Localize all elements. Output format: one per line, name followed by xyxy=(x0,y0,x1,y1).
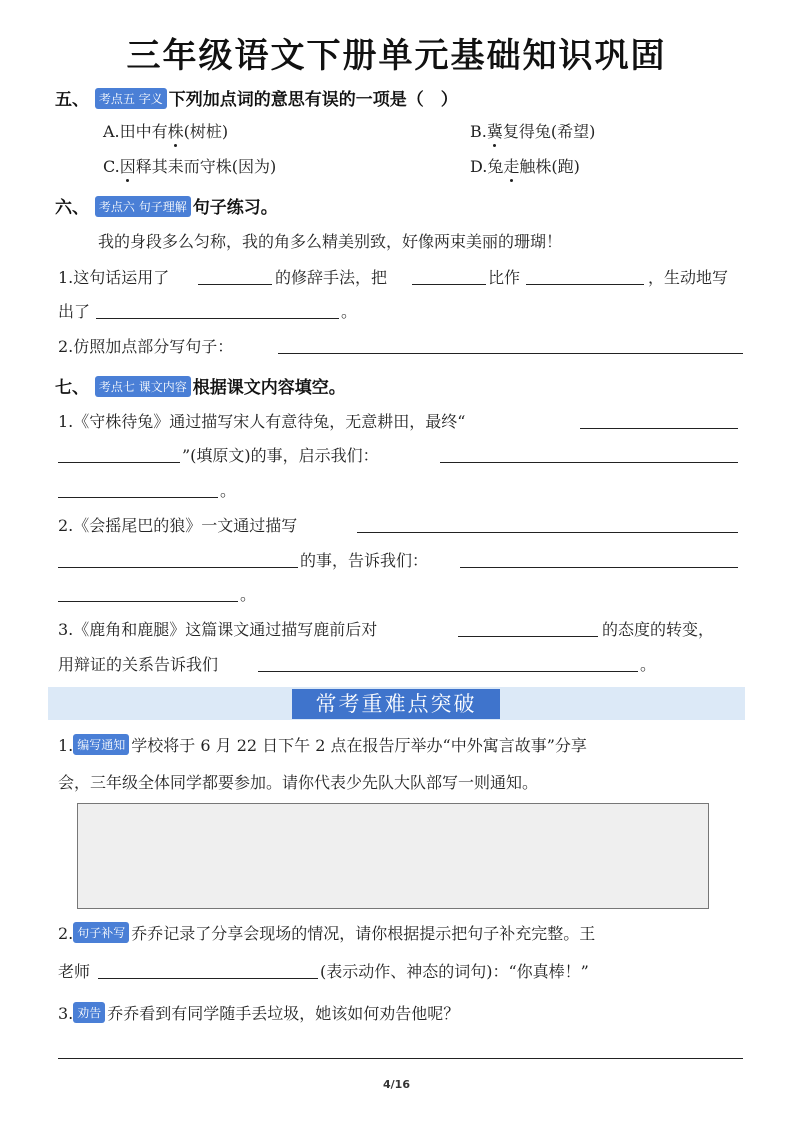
s7-q2-part1: 2.《会摇尾巴的狼》一文通过描写 xyxy=(58,516,298,535)
option-c-pre: C. xyxy=(103,157,120,176)
section-7-prompt: 根据课文内容填空。 xyxy=(192,378,346,398)
s6-q2-blank[interactable] xyxy=(278,353,743,354)
option-a-post: (树桩) xyxy=(183,122,229,141)
section-6-tag: 考点六 句子理解 xyxy=(95,196,191,217)
s7-q1-blank-2[interactable] xyxy=(58,462,180,463)
s7-q2-end: 。 xyxy=(240,585,257,604)
s7-q2-blank-3[interactable] xyxy=(460,567,738,568)
option-a xyxy=(103,119,228,142)
b1-tag: 编写通知 xyxy=(73,734,129,755)
s7-q2-blank-4[interactable] xyxy=(58,601,238,602)
s6-q1-part1: 1.这句话运用了 xyxy=(58,268,170,287)
s6-q1-part2: 的修辞手法，把 xyxy=(275,268,388,287)
s7-q3-part3: 用辩证的关系告诉我们 xyxy=(58,655,219,674)
s6-q1-part4: ，生动地写 xyxy=(648,268,729,287)
section-5-tag: 考点五 字义 xyxy=(95,88,167,109)
b1-line2: 会，三年级全体同学都要参加。请你代表少先队大队部写一则通知。 xyxy=(58,773,539,792)
b2-tag: 句子补写 xyxy=(73,922,129,943)
s6-q1-blank-rhetoric[interactable] xyxy=(198,284,272,285)
section-6-number: 六、 xyxy=(55,198,89,218)
option-d xyxy=(470,154,580,177)
s7-q2-part2: 的事，告诉我们： xyxy=(300,551,429,570)
s7-q1-end: 。 xyxy=(220,481,237,500)
option-d-pre: D.兔 xyxy=(470,157,504,176)
example-sentence: 我的身段多么匀称，我的角多么精美别致，好像两束美丽的珊瑚！ xyxy=(98,232,563,251)
option-b-pre: B. xyxy=(470,122,487,141)
b3-tag: 劝告 xyxy=(73,1002,105,1023)
option-d-post: 触株(跑) xyxy=(519,157,580,176)
page-title: 三年级语文下册单元基础知识巩固 xyxy=(126,36,667,76)
section-5-heading xyxy=(55,85,458,110)
s7-q1-blank-4[interactable] xyxy=(58,497,218,498)
s7-q3-end: 。 xyxy=(640,655,657,674)
s6-q1-blank-content[interactable] xyxy=(96,318,339,319)
section-7-tag: 考点七 课文内容 xyxy=(95,376,191,397)
section-7-number: 七、 xyxy=(55,378,89,398)
section-6-prompt: 句子练习。 xyxy=(192,198,278,218)
s6-q1-part3: 比作 xyxy=(488,268,521,287)
option-b-dotted: 冀 xyxy=(486,122,503,141)
option-c xyxy=(103,154,276,177)
s7-q3-blank-2[interactable] xyxy=(258,671,638,672)
b3-line xyxy=(58,1001,459,1024)
section-5-prompt: 下列加点词的意思有误的一项是（ ） xyxy=(168,90,458,110)
b2-number: 2. xyxy=(58,924,74,943)
b1-text-1: 学校将于 6 月 22 日下午 2 点在报告厅举办“中外寓言故事”分享 xyxy=(131,736,587,755)
b2-blank[interactable] xyxy=(98,978,318,979)
b2-line1 xyxy=(58,921,595,944)
s6-q2-label: 2.仿照加点部分写句子： xyxy=(58,337,234,356)
notice-writing-box[interactable] xyxy=(77,803,709,909)
s7-q3-blank-1[interactable] xyxy=(458,636,598,637)
s7-q3-part1: 3.《鹿角和鹿腿》这篇课文通过描写鹿前后对 xyxy=(58,620,378,639)
s7-q1-blank-1[interactable] xyxy=(580,428,738,429)
b1-number: 1. xyxy=(58,736,74,755)
option-a-dotted: 株 xyxy=(167,122,184,141)
option-d-dotted: 走 xyxy=(503,157,520,176)
option-b-post: 复得兔(希望) xyxy=(502,122,596,141)
page-number: 4/16 xyxy=(383,1078,410,1091)
b3-text: 乔乔看到有同学随手丢垃圾，她该如何劝告他呢？ xyxy=(107,1004,460,1023)
breakthrough-banner-title: 常考重难点突破 xyxy=(292,689,500,719)
section-7-heading xyxy=(55,373,346,398)
s7-q1-part1: 1.《守株待兔》通过描写宋人有意待兔，无意耕田，最终“ xyxy=(58,412,466,431)
option-a-pre: A.田中有 xyxy=(103,122,168,141)
b3-answer-line[interactable] xyxy=(58,1058,743,1059)
b3-number: 3. xyxy=(58,1004,74,1023)
b2-line2-end: (表示动作、神态的词句)：“你真棒！” xyxy=(320,962,589,981)
option-b xyxy=(470,119,595,142)
option-c-post: 释其耒而守株(因为) xyxy=(135,157,277,176)
s6-q1-blank-subject[interactable] xyxy=(412,284,486,285)
s7-q1-blank-3[interactable] xyxy=(440,462,738,463)
s7-q3-part2: 的态度的转变， xyxy=(602,620,715,639)
s7-q2-blank-1[interactable] xyxy=(357,532,738,533)
section-6-heading xyxy=(55,193,278,218)
b2-line2-start: 老师 xyxy=(58,962,91,981)
s7-q1-part2: ”(填原文)的事，启示我们： xyxy=(182,446,379,465)
b1-line1 xyxy=(58,733,587,756)
section-5-number: 五、 xyxy=(55,90,89,110)
s6-q1-end: 。 xyxy=(341,302,358,321)
s6-q1-blank-object[interactable] xyxy=(526,284,644,285)
s6-q1-part5: 出了 xyxy=(58,302,91,321)
s7-q2-blank-2[interactable] xyxy=(58,567,298,568)
option-c-dotted: 因 xyxy=(119,157,136,176)
b2-text-1: 乔乔记录了分享会现场的情况，请你根据提示把句子补充完整。王 xyxy=(131,924,596,943)
